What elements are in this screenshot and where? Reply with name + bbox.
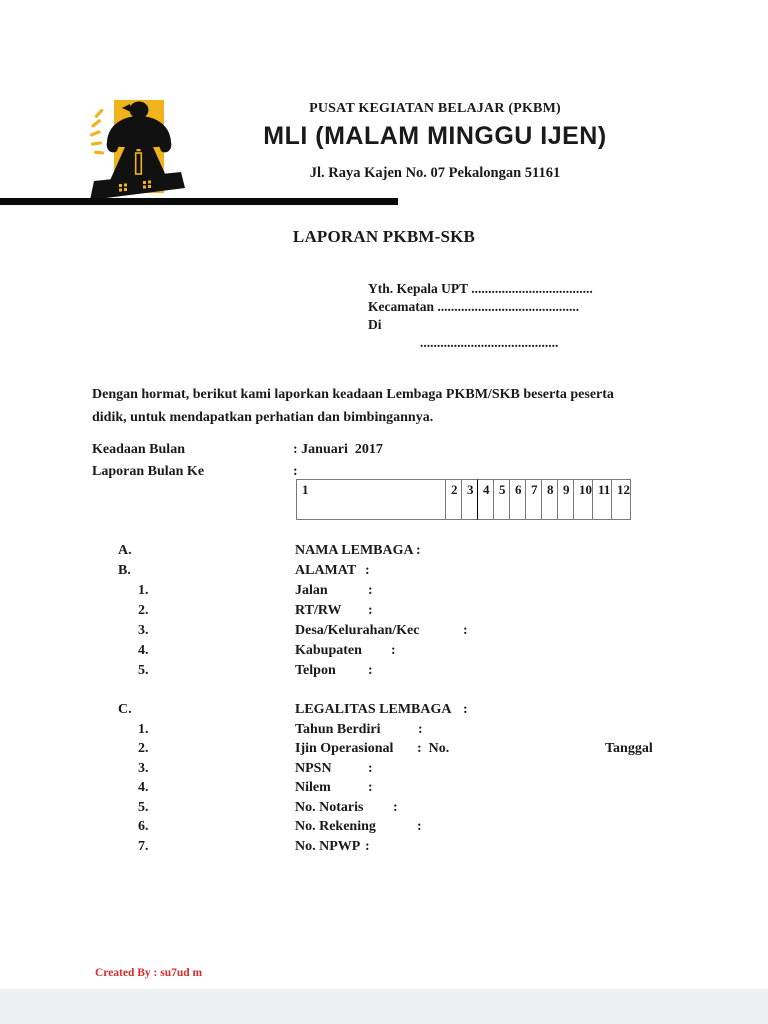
item-marker: C. bbox=[118, 702, 132, 717]
list-item-alamat bbox=[0, 563, 768, 583]
item-marker: 3. bbox=[138, 761, 149, 776]
item-label: Ijin Operasional bbox=[295, 741, 394, 756]
list-item-desa bbox=[0, 623, 768, 643]
list-item-no-rekening bbox=[0, 819, 768, 839]
intro-line-2: didik, untuk mendapatkan perhatian dan bimbingannya. bbox=[92, 410, 434, 425]
list-item-no-notaris bbox=[0, 800, 768, 820]
item-marker: 1. bbox=[138, 722, 149, 737]
month-cell-6: 6 bbox=[509, 479, 526, 520]
recipient-line-1: Yth. Kepala UPT .................................... bbox=[368, 281, 593, 296]
item-colon: : bbox=[463, 702, 468, 717]
item-colon: : bbox=[417, 741, 422, 756]
item-colon: : bbox=[417, 819, 422, 834]
ijin-no-label: No. bbox=[428, 741, 450, 756]
item-label: Telpon bbox=[295, 663, 336, 678]
org-name: MLI (MALAM MINGGU IJEN) bbox=[263, 122, 607, 150]
month-cell-2: 2 bbox=[445, 479, 462, 520]
org-type-line: PUSAT KEGIATAN BELAJAR (PKBM) bbox=[309, 101, 561, 116]
list-item-no-npwp bbox=[0, 839, 768, 859]
list-item-npsn bbox=[0, 761, 768, 781]
list-item-ijin-operasional bbox=[0, 741, 768, 761]
list-item-nama-lembaga bbox=[0, 543, 768, 563]
org-address: Jl. Raya Kajen No. 07 Pekalongan 51161 bbox=[309, 165, 561, 181]
letterhead-divider bbox=[0, 198, 398, 205]
item-colon: : bbox=[393, 800, 398, 815]
month-cell-7: 7 bbox=[525, 479, 542, 520]
recipient-line-4: ......................................... bbox=[420, 335, 559, 350]
item-colon: : bbox=[365, 839, 370, 854]
item-marker: 2. bbox=[138, 603, 149, 618]
ijin-tanggal-label: Tanggal bbox=[605, 741, 653, 756]
item-marker: 1. bbox=[138, 583, 149, 598]
month-cell-8: 8 bbox=[541, 479, 558, 520]
item-marker: 5. bbox=[138, 800, 149, 815]
bottom-gray-band bbox=[0, 989, 768, 1024]
month-cell-5: 5 bbox=[493, 479, 510, 520]
item-colon: : bbox=[368, 761, 373, 776]
list-item-telpon bbox=[0, 663, 768, 683]
list-item-tahun-berdiri bbox=[0, 722, 768, 742]
recipient-line-2: Kecamatan .......................................... bbox=[368, 299, 580, 314]
month-cell-4: 4 bbox=[477, 479, 494, 520]
item-label: NAMA LEMBAGA bbox=[295, 543, 414, 558]
item-colon: : bbox=[416, 543, 421, 558]
document-title: LAPORAN PKBM-SKB bbox=[292, 227, 476, 246]
month-cell-10: 10 bbox=[573, 479, 593, 520]
month-cell-1: 1 bbox=[296, 479, 446, 520]
item-label: No. NPWP bbox=[295, 839, 361, 854]
item-marker: 6. bbox=[138, 819, 149, 834]
item-marker: 4. bbox=[138, 643, 149, 658]
recipient-line-3: Di bbox=[368, 317, 382, 332]
laporan-bulan-ke-colon: : bbox=[293, 464, 298, 479]
item-marker: A. bbox=[118, 543, 132, 558]
month-cell-12: 12 bbox=[611, 479, 631, 520]
item-label: Kabupaten bbox=[295, 643, 362, 658]
item-marker: 4. bbox=[138, 780, 149, 795]
list-item-legalitas bbox=[0, 702, 768, 722]
created-by-credit: Created By : su7ud m bbox=[95, 967, 203, 979]
item-colon: : bbox=[368, 780, 373, 795]
intro-line-1: Dengan hormat, berikut kami laporkan keadaan Lembaga PKBM/SKB beserta peserta bbox=[92, 387, 614, 402]
item-marker: 7. bbox=[138, 839, 149, 854]
item-colon: : bbox=[418, 722, 423, 737]
item-label: RT/RW bbox=[295, 603, 342, 618]
month-cell-11: 11 bbox=[592, 479, 612, 520]
item-label: Tahun Berdiri bbox=[295, 722, 381, 737]
item-colon: : bbox=[463, 623, 468, 638]
keadaan-bulan-value: : Januari 2017 bbox=[293, 442, 383, 457]
month-cell-3: 3 bbox=[461, 479, 478, 520]
item-label: Desa/Kelurahan/Kec bbox=[295, 623, 420, 638]
list-item-rt-rw bbox=[0, 603, 768, 623]
item-label: Nilem bbox=[295, 780, 331, 795]
item-marker: 2. bbox=[138, 741, 149, 756]
item-colon: : bbox=[368, 603, 373, 618]
item-colon: : bbox=[368, 663, 373, 678]
item-label: Jalan bbox=[295, 583, 328, 598]
item-label: No. Rekening bbox=[295, 819, 376, 834]
item-colon: : bbox=[391, 643, 396, 658]
laporan-bulan-ke-label: Laporan Bulan Ke bbox=[92, 464, 205, 479]
item-colon: : bbox=[368, 583, 373, 598]
month-cell-9: 9 bbox=[557, 479, 574, 520]
intro-paragraph bbox=[92, 383, 692, 429]
list-item-kabupaten bbox=[0, 643, 768, 663]
item-colon: : bbox=[365, 563, 370, 578]
keadaan-bulan-label: Keadaan Bulan bbox=[92, 442, 185, 457]
list-item-jalan bbox=[0, 583, 768, 603]
item-label: NPSN bbox=[295, 761, 332, 776]
month-table bbox=[296, 479, 631, 520]
item-marker: 5. bbox=[138, 663, 149, 678]
list-item-nilem bbox=[0, 780, 768, 800]
item-marker: B. bbox=[118, 563, 131, 578]
item-label: No. Notaris bbox=[295, 800, 364, 815]
item-label: ALAMAT bbox=[295, 563, 357, 578]
item-label: LEGALITAS LEMBAGA bbox=[295, 702, 452, 717]
item-marker: 3. bbox=[138, 623, 149, 638]
